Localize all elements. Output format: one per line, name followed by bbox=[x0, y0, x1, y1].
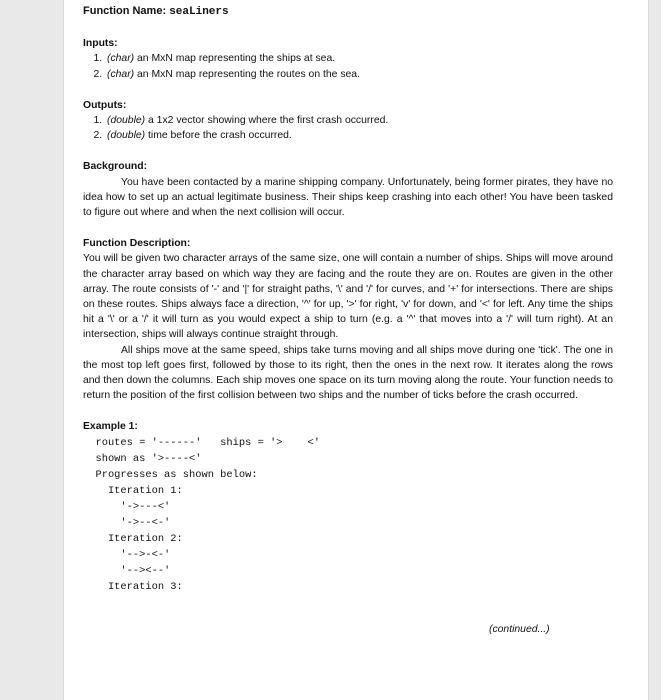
code-line: routes = '------' ships = '> <' bbox=[83, 436, 320, 449]
output-text: a 1x2 vector showing where the first crash occurred. bbox=[145, 115, 389, 127]
continued-note: (continued...) bbox=[489, 624, 550, 635]
code-line: Iteration 1: bbox=[83, 484, 183, 497]
list-item bbox=[105, 67, 613, 82]
inputs-list bbox=[83, 51, 613, 81]
output-type: (double) bbox=[107, 115, 146, 127]
output-text: time before the crash occurred. bbox=[145, 130, 292, 142]
function-name-line bbox=[83, 4, 613, 20]
inputs-heading: Inputs: bbox=[83, 38, 118, 50]
input-text: an MxN map representing the routes on the sea. bbox=[134, 68, 360, 80]
outputs-list bbox=[83, 113, 613, 143]
outputs-heading: Outputs: bbox=[83, 99, 127, 111]
code-line: Progresses as shown below: bbox=[83, 468, 258, 481]
input-type: (char) bbox=[107, 68, 135, 80]
input-type: (char) bbox=[107, 53, 135, 65]
example-code bbox=[83, 435, 613, 595]
code-line: Iteration 3: bbox=[83, 580, 183, 593]
description-paragraph-1: You will be given two character arrays of the same size, one will contain a number of ships. Ships will move around the character array based on which way they are facing and the route they are on. Routes are given in the other array. The route consists of '-' and '|' for straight paths, '\' and '/' for curves, and '+' for intersections. There are ships on these routes. Ships always face a direction, '^' for up, '>' for right, 'v' for down, and '<' for left. Any time the ships hit a '\' or a '/' it will turn as you would expect a ship to turn (e.g. a '^' that moves into a '/' will turn right). At an intersection, ships will always continue straight through. bbox=[83, 253, 613, 341]
code-line: Iteration 2: bbox=[83, 532, 183, 545]
list-item bbox=[105, 128, 613, 143]
document-page bbox=[63, 0, 649, 700]
code-line: '->---<' bbox=[83, 500, 171, 513]
description-paragraph-2: All ships move at the same speed, ships take turns moving and all ships move during one 'tick'. The one in the most top left goes first, followed by those to its right, then the ones in the next row. It iterates along the rows and then down the columns. Each ship moves one space on its turn moving along the route. Your function needs to return the position of the first collision between two ships and the number of ticks before the crash occurred. bbox=[83, 344, 613, 402]
background-text: You have been contacted by a marine shipping company. Unfortunately, being former pirates, they have no idea how to set up an actual legitimate business. Their ships keep crashing into each other! You have been tasked to figure out where and when the next collision will occur. bbox=[83, 176, 613, 219]
background-heading: Background: bbox=[83, 161, 148, 173]
function-name-label: Function Name: bbox=[83, 5, 167, 17]
output-type: (double) bbox=[107, 130, 146, 142]
function-name: seaLiners bbox=[169, 6, 229, 18]
document-content bbox=[83, 4, 613, 595]
list-item bbox=[105, 113, 613, 128]
list-item bbox=[105, 51, 613, 66]
code-line: '->--<-' bbox=[83, 516, 171, 529]
example-heading: Example 1: bbox=[83, 421, 138, 433]
input-text: an MxN map representing the ships at sea. bbox=[134, 53, 336, 65]
code-line: shown as '>----<' bbox=[83, 452, 202, 465]
code-line: '--><--' bbox=[83, 564, 171, 577]
code-line: '-->-<-' bbox=[83, 548, 171, 561]
description-heading: Function Description: bbox=[83, 238, 191, 250]
